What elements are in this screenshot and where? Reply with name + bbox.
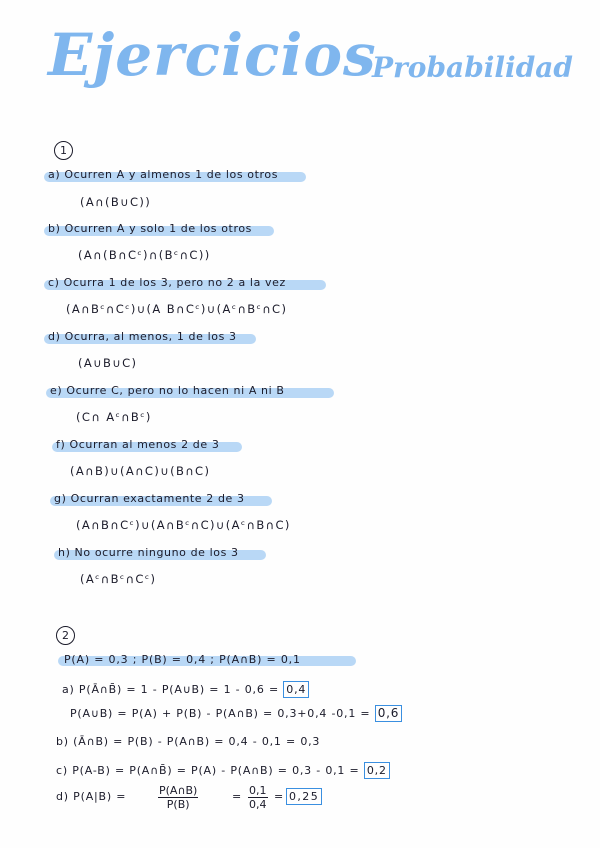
ex2-d-equals-1: =: [232, 790, 242, 803]
ex1-f-label: f) Ocurran al menos 2 de 3: [56, 438, 220, 451]
ex2-a-line2: [70, 705, 402, 722]
ex1-f-formula: (A∩B)∪(A∩C)∪(B∩C): [70, 464, 211, 478]
exercise-2-number: 2: [56, 626, 75, 645]
ex2-d-fraction-1: [158, 784, 198, 811]
ex2-c-text: c) P(A-B) = P(A∩B̄) = P(A) - P(A∩B) = 0,3 - 0,1 =: [56, 764, 360, 777]
ex1-h-formula: (Aᶜ∩Bᶜ∩Cᶜ): [80, 572, 157, 586]
ex1-g-formula: (A∩B∩Cᶜ)∪(A∩Bᶜ∩C)∪(Aᶜ∩B∩C): [76, 518, 291, 532]
ex1-b-label: b) Ocurren A y solo 1 de los otros: [48, 222, 253, 235]
ex1-a-label: a) Ocurren A y almenos 1 de los otros: [48, 168, 279, 181]
page-title: Ejercicios: [48, 21, 377, 89]
ex2-d-frac2-den: 0,4: [249, 798, 267, 811]
ex2-c-line: [56, 762, 390, 779]
ex1-b-formula: (A∩(B∩Cᶜ)∩(Bᶜ∩C)): [78, 248, 211, 262]
ex2-a1-text: a) P(Ā∩B̄) = 1 - P(A∪B) = 1 - 0,6 =: [62, 683, 279, 696]
ex2-d-equals-2: =: [274, 790, 284, 803]
ex2-c-answer: 0,2: [364, 762, 390, 779]
page-subtitle: Probabilidad: [372, 51, 573, 84]
ex1-c-label: c) Ocurra 1 de los 3, pero no 2 a la vez: [48, 276, 286, 289]
ex2-d-frac1-num: P(A∩B): [159, 784, 198, 797]
ex2-a2-text: P(A∪B) = P(A) + P(B) - P(A∩B) = 0,3+0,4 -0,1 =: [70, 707, 371, 720]
ex2-d-answer-wrap: [286, 788, 322, 805]
ex2-a2-answer: 0,6: [375, 705, 402, 722]
ex2-d-label: d) P(A|B) =: [56, 790, 127, 803]
ex2-a1-answer: 0,4: [283, 681, 309, 698]
ex1-a-formula: (A∩(B∪C)): [80, 195, 152, 209]
ex1-g-label: g) Ocurran exactamente 2 de 3: [54, 492, 245, 505]
ex2-a-line1: [62, 681, 309, 698]
ex1-h-label: h) No ocurre ninguno de los 3: [58, 546, 239, 559]
ex2-d-fraction-2: [248, 784, 268, 811]
ex1-d-label: d) Ocurra, al menos, 1 de los 3: [48, 330, 237, 343]
ex2-b: b) (Ā∩B) = P(B) - P(A∩B) = 0,4 - 0,1 = 0,3: [56, 735, 321, 748]
ex2-d-frac2-num: 0,1: [249, 784, 267, 797]
exercise-1-number: 1: [54, 141, 73, 160]
ex2-given: P(A) = 0,3 ; P(B) = 0,4 ; P(A∩B) = 0,1: [64, 653, 301, 666]
ex2-d-answer: 0,25: [286, 788, 322, 805]
ex1-d-formula: (A∪B∪C): [78, 356, 138, 370]
ex2-d-frac1-den: P(B): [166, 798, 190, 811]
ex1-c-formula: (A∩Bᶜ∩Cᶜ)∪(A B∩Cᶜ)∪(Aᶜ∩Bᶜ∩C): [66, 302, 288, 316]
ex1-e-formula: (C∩ Aᶜ∩Bᶜ): [76, 410, 152, 424]
ex1-e-label: e) Ocurre C, pero no lo hacen ni A ni B: [50, 384, 285, 397]
